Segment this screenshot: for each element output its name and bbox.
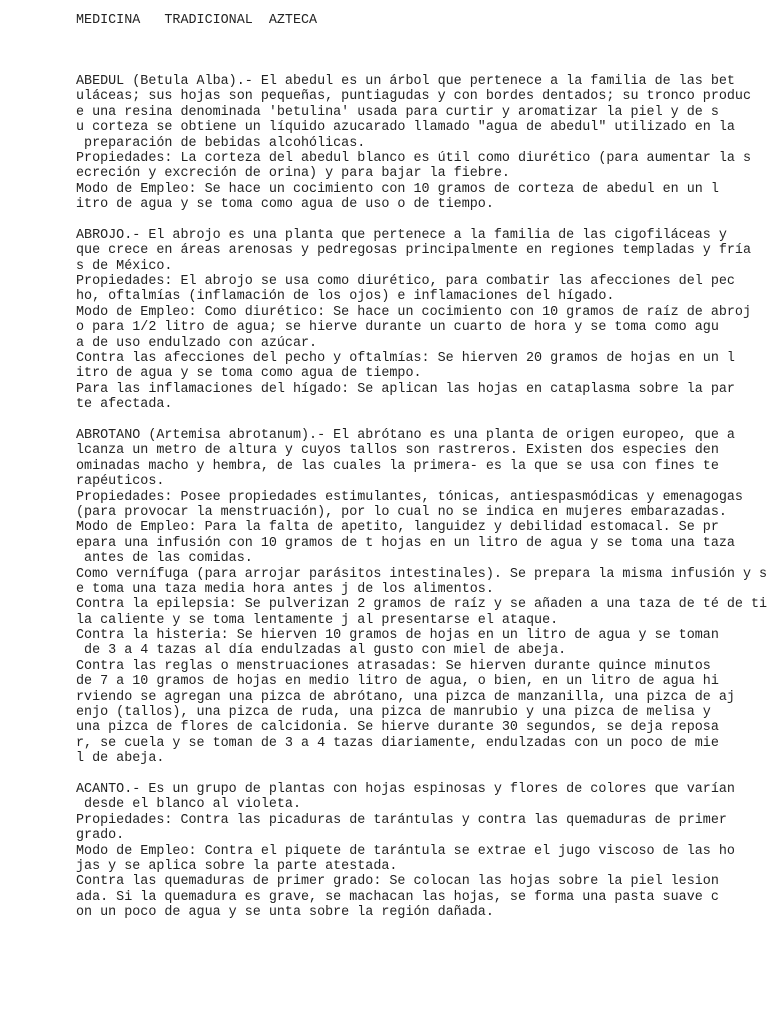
text-line: ABROJO.- El abrojo es una planta que pertenece a la familia de las cigofiláceas y: [76, 227, 727, 243]
text-line: una pizca de flores de calcidonia. Se hierve durante 30 segundos, se deja reposa: [76, 720, 719, 736]
text-line: ACANTO.- Es un grupo de plantas con hojas espinosas y flores de colores que varían: [76, 781, 735, 797]
text-line: de 7 a 10 gramos de hojas en medio litro de agua, o bien, en un litro de agua hi: [76, 674, 719, 690]
text-line: Contra las reglas o menstruaciones atrasadas: Se hierven durante quince minutos: [76, 658, 711, 674]
text-line: jas y se aplica sobre la parte atestada.: [76, 858, 398, 874]
text-line: epara una infusión con 10 gramos de t hojas en un litro de agua y se toma una taza: [76, 535, 735, 551]
text-line: itro de agua y se toma como agua de tiempo.: [76, 366, 422, 382]
document-body: [76, 74, 767, 936]
text-line: (para provocar la menstruación), por lo cual no se indica en mujeres embarazadas.: [76, 504, 727, 520]
text-line: te afectada.: [76, 397, 173, 413]
text-line: l de abeja.: [76, 751, 165, 767]
text-line: ho, oftalmías (inflamación de los ojos) e inflamaciones del hígado.: [76, 289, 615, 305]
text-line: uláceas; sus hojas son pequeñas, puntiagudas y con bordes dentados; su tronco produc: [76, 89, 751, 105]
text-line: s de México.: [76, 258, 173, 274]
entry-acanto: [76, 782, 767, 921]
text-line: Propiedades: El abrojo se usa como diurético, para combatir las afecciones del pec: [76, 274, 735, 290]
text-line: ada. Si la quemadura es grave, se machacan las hojas, se forma una pasta suave c: [76, 889, 719, 905]
text-line: Propiedades: Contra las picaduras de tarántulas y contra las quemaduras de primer: [76, 812, 727, 828]
text-line: itro de agua y se toma como agua de uso o de tiempo.: [76, 197, 494, 213]
text-line: rviendo se agregan una pizca de abrótano, una pizca de manzanilla, una pizca de aj: [76, 689, 735, 705]
text-line: de 3 a 4 tazas al día endulzadas al gusto con miel de abeja.: [76, 643, 567, 659]
text-line: que crece en áreas arenosas y pedregosas principalmente en regiones templadas y fría: [76, 243, 751, 259]
text-line: desde el blanco al violeta.: [76, 797, 301, 813]
text-line: antes de las comidas.: [76, 551, 253, 567]
text-line: ecreción y excreción de orina) y para bajar la fiebre.: [76, 166, 510, 182]
text-line: Contra las quemaduras de primer grado: Se colocan las hojas sobre la piel lesion: [76, 874, 719, 890]
entry-abedul: [76, 74, 767, 213]
text-line: enjo (tallos), una pizca de ruda, una pizca de manrubio y una pizca de melisa y: [76, 705, 711, 721]
text-line: preparación de bebidas alcohólicas.: [76, 135, 366, 151]
text-line: ABROTANO (Artemisa abrotanum).- El abrótano es una planta de origen europeo, que a: [76, 427, 735, 443]
text-line: on un poco de agua y se unta sobre la región dañada.: [76, 905, 494, 921]
text-line: u corteza se obtiene un líquido azucarado llamado "agua de abedul" utilizado en la: [76, 120, 735, 136]
text-line: Propiedades: Posee propiedades estimulantes, tónicas, antiespasmódicas y emenagogas: [76, 489, 743, 505]
text-line: la caliente y se toma lentamente j al presentarse el ataque.: [76, 612, 559, 628]
text-line: Modo de Empleo: Contra el piquete de tarántula se extrae el jugo viscoso de las ho: [76, 843, 735, 859]
entry-abrojo: [76, 228, 767, 413]
text-line: Modo de Empleo: Se hace un cocimiento con 10 gramos de corteza de abedul en un l: [76, 181, 719, 197]
document-title: MEDICINA TRADICIONAL AZTECA: [76, 13, 318, 28]
text-line: Como vernífuga (para arrojar parásitos intestinales). Se prepara la misma infusión y s: [76, 566, 768, 582]
text-line: Modo de Empleo: Como diurético: Se hace un cocimiento con 10 gramos de raíz de abroj: [76, 304, 751, 320]
text-line: Modo de Empleo: Para la falta de apetito, languidez y debilidad estomacal. Se pr: [76, 520, 719, 536]
text-line: Contra la epilepsia: Se pulverizan 2 gramos de raíz y se añaden a una taza de té de ti: [76, 597, 768, 613]
text-line: e toma una taza media hora antes j de los alimentos.: [76, 581, 494, 597]
text-line: e una resina denominada 'betulina' usada para curtir y aromatizar la piel y de s: [76, 104, 719, 120]
text-line: Contra las afecciones del pecho y oftalmías: Se hierven 20 gramos de hojas en un l: [76, 351, 735, 367]
text-line: rapéuticos.: [76, 474, 165, 490]
text-line: r, se cuela y se toman de 3 a 4 tazas diariamente, endulzadas con un poco de mie: [76, 735, 719, 751]
text-line: Propiedades: La corteza del abedul blanco es útil como diurético (para aumentar la s: [76, 150, 751, 166]
text-line: o para 1/2 litro de agua; se hierve durante un cuarto de hora y se toma como agu: [76, 320, 719, 336]
text-line: a de uso endulzado con azúcar.: [76, 335, 318, 351]
text-line: ominadas macho y hembra, de las cuales la primera- es la que se usa con fines te: [76, 458, 719, 474]
text-line: Contra la histeria: Se hierven 10 gramos de hojas en un litro de agua y se toman: [76, 628, 719, 644]
text-line: Para las inflamaciones del hígado: Se aplican las hojas en cataplasma sobre la par: [76, 381, 735, 397]
text-line: ABEDUL (Betula Alba).- El abedul es un árbol que pertenece a la familia de las bet: [76, 74, 735, 89]
entry-abrotano: [76, 428, 767, 767]
text-line: grado.: [76, 828, 125, 844]
text-line: lcanza un metro de altura y cuyos tallos son rastreros. Existen dos especies den: [76, 443, 719, 459]
